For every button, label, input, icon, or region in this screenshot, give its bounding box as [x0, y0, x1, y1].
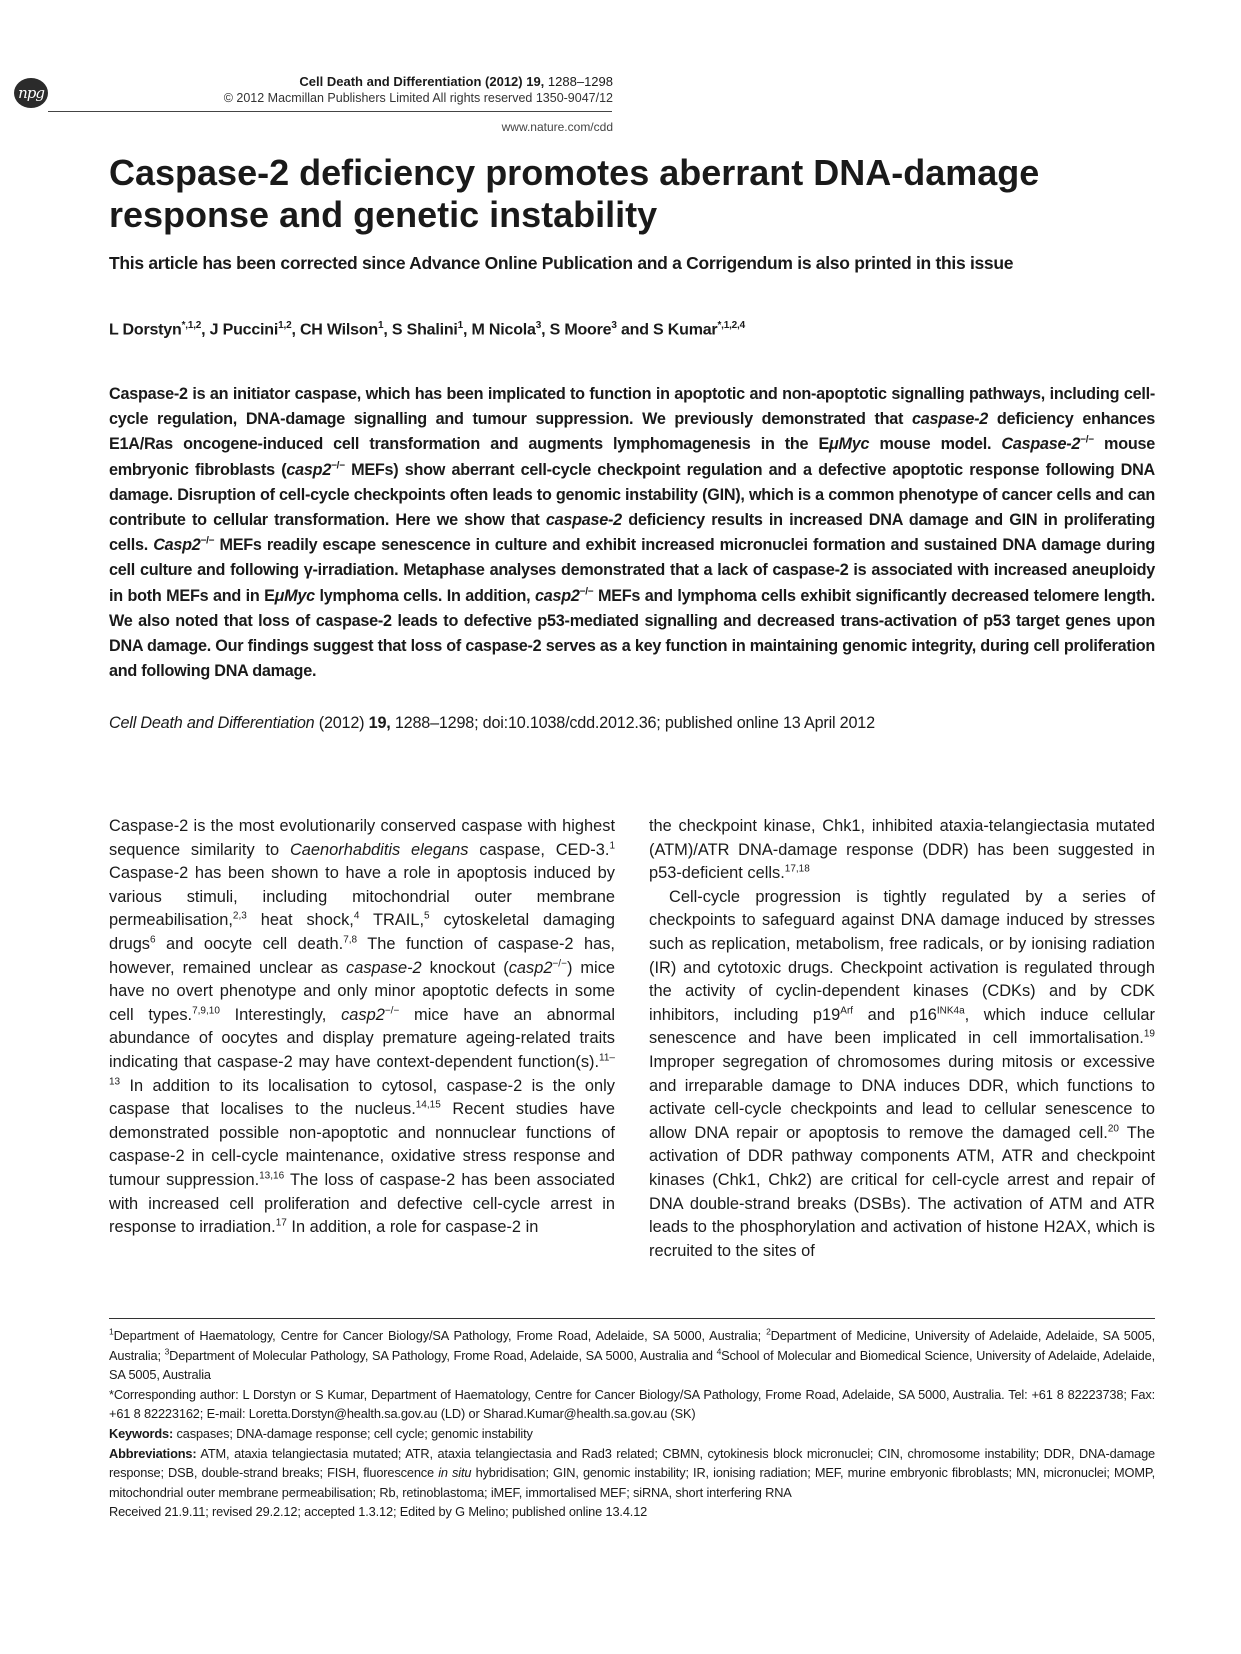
corresponding-author: *Corresponding author: L Dorstyn or S Kumar, Department of Haematology, Centre for Cancer Biology/SA Pathology, Frome Road, Adelaide, SA 5000, Australia. Tel: +61 8 82223738; Fax: +61 8 82223162; E-mail: Loretta.Dorstyn@health.sa.gov.au (LD) or Sharad.Kumar@health.sa.gov.au (SK)	[109, 1386, 1155, 1422]
correction-note: This article has been corrected since Advance Online Publication and a Corrigendum is also printed in this issue	[109, 253, 1014, 273]
citation-line: Cell Death and Differentiation (2012) 19, 1288–1298; doi:10.1038/cdd.2012.36; published online 13 April 2012	[109, 714, 875, 732]
author-separator: ,	[463, 321, 472, 339]
npg-logo: npg	[14, 78, 48, 108]
author-name: L Dorstyn	[109, 321, 182, 339]
footnotes	[109, 1326, 1155, 1522]
author-separator: and	[616, 321, 654, 339]
body-paragraph: Cell-cycle progression is tightly regulated by a series of checkpoints to safeguard against DNA damage induced by stresses such as replication, metabolism, free radicals, or by ionising radiation (IR) and cytotoxic drugs. Checkpoint activation is regulated through the activity of cyclin-dependent kinases (CDKs) and by CDK inhibitors, including $p19^{Arf}$ and $p16^{INK4a}$, which induce cellular senescence and have been implicated in cell immortalisation.$^{19}$ Improper segregation of chromosomes during mitosis or excessive and irreparable damage to DNA induces DDR, which functions to activate cell-cycle checkpoints and lead to cellular senescence to allow DNA repair or apoptosis to remove the damaged cell.$^{20}$ The activation of DDR pathway components ATM, ATR and checkpoint kinases (Chk1, Chk2) are critical for cell-cycle arrest and repair of DNA double-strand breaks (DSBs). The activation of ATM and ATR leads to the phosphorylation and activation of histone H2AX, which is recruited to the sites of	[649, 887, 1155, 1260]
author-affiliation: 1	[457, 320, 464, 331]
received-dates: Received 21.9.11; revised 29.2.12; accepted 1.3.12; Edited by G Melino; published online 13.4.12	[109, 1504, 648, 1520]
body-paragraph: the checkpoint kinase, Chk1, inhibited ataxia-telangiectasia mutated (ATM)/ATR DNA-damage response (DDR) has been suggested in p53-deficient cells.$^{17,18}$	[649, 817, 1155, 883]
author-name: S Shalini	[391, 321, 458, 339]
article-title: Caspase-2 deficiency promotes aberrant DNA-damage response and genetic instability	[109, 152, 1040, 235]
author-name: J Puccini	[209, 321, 279, 339]
keywords: Keywords: caspases; DNA-damage response; cell cycle; genomic instability	[109, 1425, 533, 1441]
author-affiliation: *,1,2	[181, 320, 202, 331]
author-affiliation: 1,2	[278, 320, 292, 331]
author-separator: ,	[383, 321, 392, 339]
author-name: S Kumar	[653, 321, 718, 339]
author-affiliation: *,1,2,4	[717, 320, 745, 331]
author-affiliation: 3	[611, 320, 617, 331]
author-list	[109, 320, 745, 339]
journal-reference	[299, 74, 613, 89]
author-separator: ,	[541, 321, 550, 339]
journal-pages: 1288–1298	[544, 74, 613, 89]
abstract: Caspase-2 is an initiator caspase, which has been implicated to function in apoptotic and non-apoptotic signalling pathways, including cell-cycle regulation, DNA-damage signalling and tumour suppression. We previously demonstrated that caspase-2 deficiency enhances E1A/Ras oncogene-induced cell transformation and augments lymphomagenesis in the EμMyc mouse model. Caspase-2−/− mouse embryonic fibroblasts (casp2−/− MEFs) show aberrant cell-cycle checkpoint regulation and a defective apoptotic response following DNA damage. Disruption of cell-cycle checkpoints often leads to genomic instability (GIN), which is a common phenotype of cancer cells and can contribute to cellular transformation. Here we show that caspase-2 deficiency results in increased DNA damage and GIN in proliferating cells. Casp2−/− MEFs readily escape senescence in culture and exhibit increased micronuclei formation and sustained DNA damage during cell culture and following γ-irradiation. Metaphase analyses demonstrated that a lack of caspase-2 is associated with increased aneuploidy in both MEFs and in EμMyc lymphoma cells. In addition, casp2−/− MEFs and lymphoma cells exhibit significantly decreased telomere length. We also noted that loss of caspase-2 leads to defective p53-mediated signalling and decreased trans-activation of p53 target genes upon DNA damage. Our findings suggest that loss of caspase-2 serves as a key function in maintaining genomic integrity, during cell proliferation and following DNA damage.	[109, 385, 1156, 681]
affiliations: $^1$Department of Haematology, Centre for Cancer Biology/SA Pathology, Frome Road, Adelaide, SA 5000, Australia; $^2$Department of Medicine, University of Adelaide, Adelaide, SA 5005, Australia; $^3$Department of Molecular Pathology, SA Pathology, Frome Road, Adelaide, SA 5000, Australia and $^4$School of Molecular and Biomedical Science, University of Adelaide, Adelaide, SA 5005, Australia	[109, 1326, 1156, 1383]
journal-name: Cell Death and Differentiation (2012) 19,	[299, 74, 545, 89]
body-column-right	[649, 815, 1155, 1263]
author-separator: ,	[201, 321, 210, 339]
author-separator: ,	[291, 321, 300, 339]
author-name: S Moore	[549, 321, 612, 339]
author-name: CH Wilson	[299, 321, 378, 339]
body-column-left	[109, 815, 615, 1240]
footnote-rule	[109, 1318, 1155, 1319]
author-name: M Nicola	[471, 321, 536, 339]
copyright-line: © 2012 Macmillan Publishers Limited All rights reserved 1350-9047/12	[223, 91, 613, 105]
author-affiliation: 1	[378, 320, 384, 331]
body-paragraph: Caspase-2 is the most evolutionarily conserved caspase with highest sequence similarity to Caenorhabditis elegans caspase, CED-3.$^1$ Caspase-2 has been shown to have a role in apoptosis induced by various stimuli, including mitochondrial outer membrane permeabilisation,$^{2,3}$ heat shock,$^4$ TRAIL,$^5$ cytoskeletal damaging drugs$^6$ and oocyte cell death.$^{7,8}$ The function of caspase-2 has, however, remained unclear as caspase-2 knockout (casp2−/−) mice have no overt phenotype and only minor apoptotic defects in some cell types.$^{7,9,10}$ Interestingly, casp2−/− mice have an abnormal abundance of oocytes and display premature ageing-related traits indicating that caspase-2 may have context-dependent function(s).$^{11-13}$ In addition to its localisation to cytosol, caspase-2 is the only caspase that localises to the nucleus.$^{14,15}$ Recent studies have demonstrated possible non-apoptotic and nonnuclear functions of caspase-2 in cell-cycle maintenance, oxidative stress response and tumour suppression.$^{13,16}$ The loss of caspase-2 has been associated with increased cell proliferation and defective cell-cycle arrest in response to irradiation.$^{17}$ In addition, a role for caspase-2 in	[109, 817, 616, 1237]
abbreviations: Abbreviations: ATM, ataxia telangiectasia mutated; ATR, ataxia telangiectasia and Rad3 related; CBMN, cytokinesis block micronuclei; CIN, chromosome instability; DDR, DNA-damage response; DSB, double-strand breaks; FISH, fluorescence in situ hybridisation; GIN, genomic instability; IR, ionising radiation; MEF, murine embryonic fibroblasts; MN, micronuclei; MOMP, mitochondrial outer membrane permeabilisation; Rb, retinoblastoma; iMEF, immortalised MEF; siRNA, short interfering RNA	[109, 1445, 1155, 1500]
header-rule	[48, 111, 612, 112]
journal-url[interactable]: www.nature.com/cdd	[501, 120, 613, 134]
author-affiliation: 3	[535, 320, 542, 331]
